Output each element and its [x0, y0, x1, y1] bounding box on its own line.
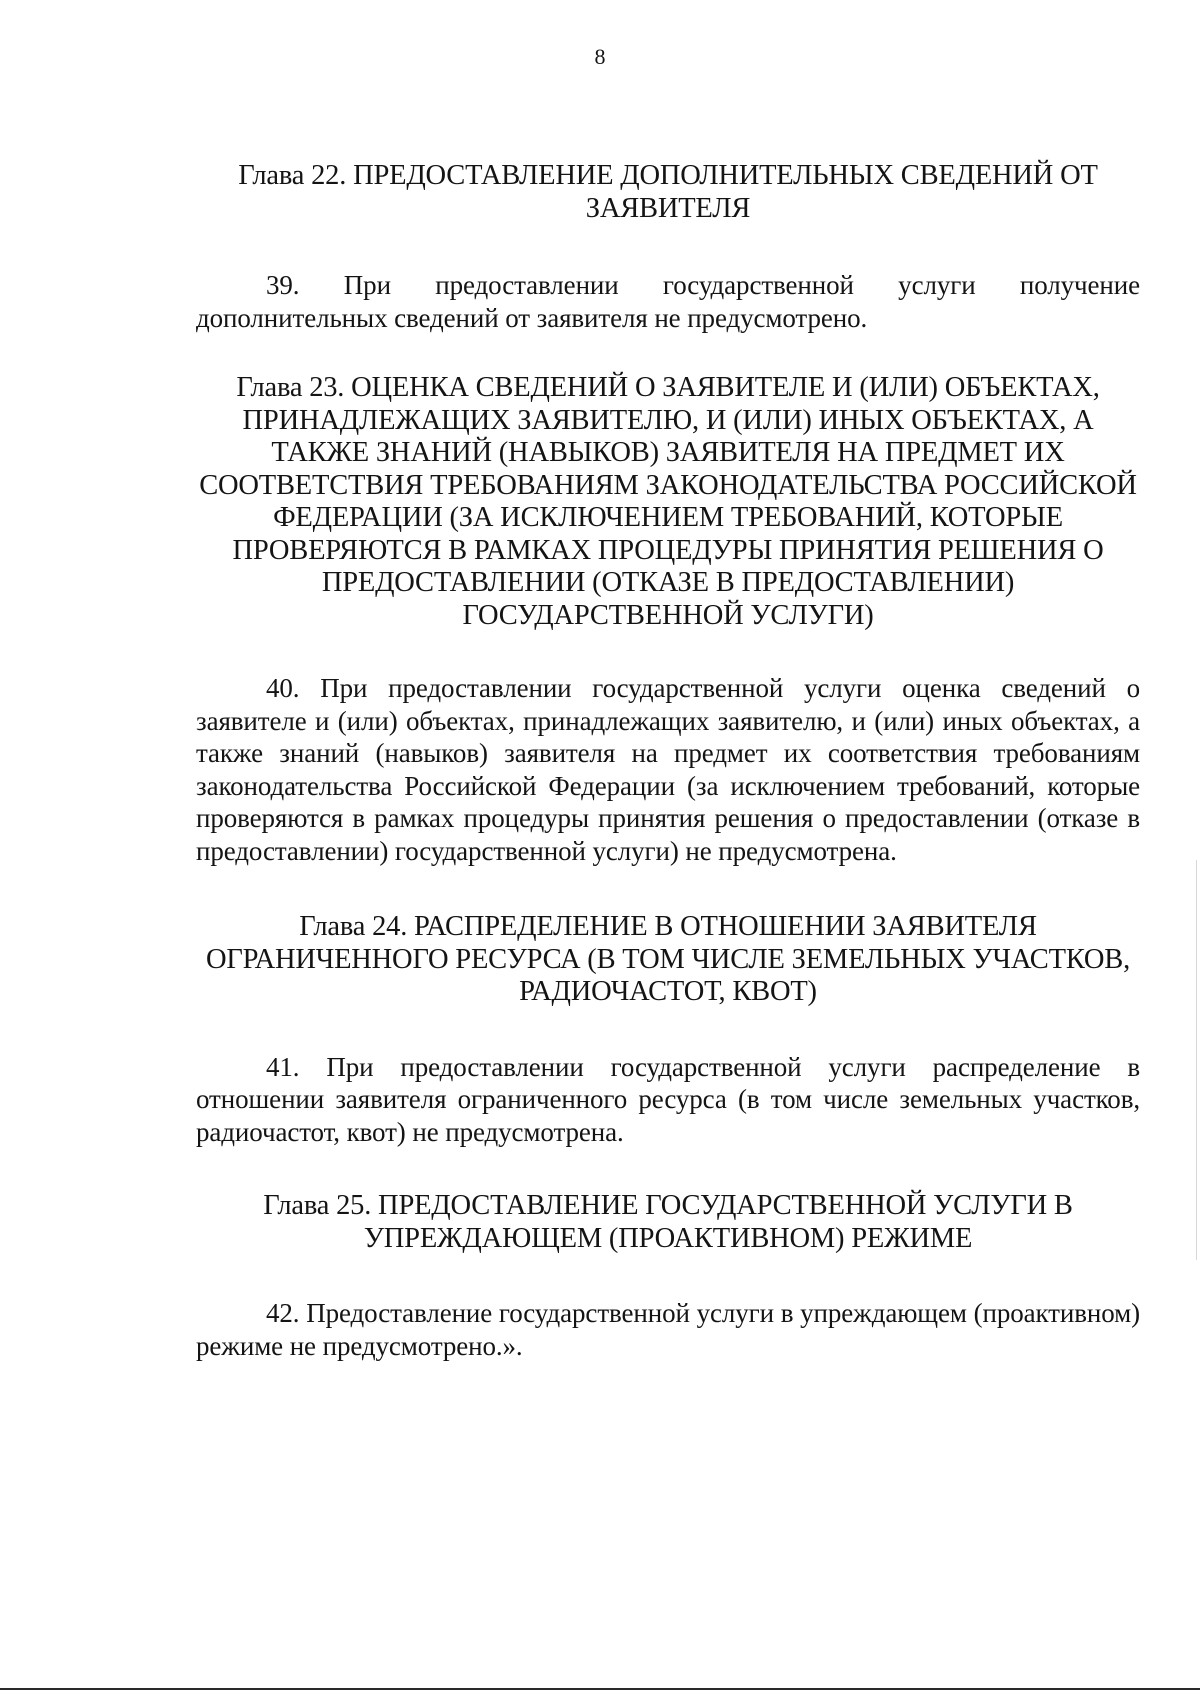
chapter-25-heading: Глава 25. ПРЕДОСТАВЛЕНИЕ ГОСУДАРСТВЕННОЙ УСЛУГИ В УПРЕЖДАЮЩЕМ (ПРОАКТИВНОМ) РЕЖИМЕ — [263, 1190, 1073, 1254]
page-bottom-edge — [0, 1688, 1200, 1690]
chapter-22-heading: Глава 22. ПРЕДОСТАВЛЕНИЕ ДОПОЛНИТЕЛЬНЫХ СВЕДЕНИЙ ОТ ЗАЯВИТЕЛЯ — [238, 160, 1098, 224]
chapter-23-heading: Глава 23. ОЦЕНКА СВЕДЕНИЙ О ЗАЯВИТЕЛЕ И (ИЛИ) ОБЪЕКТАХ, ПРИНАДЛЕЖАЩИХ ЗАЯВИТЕЛЮ, И (ИЛИ) ИНЫХ ОБЪЕКТАХ, А ТАКЖЕ ЗНАНИЙ (НАВЫКОВ) ЗАЯВИТЕЛЯ НА ПРЕДМЕТ ИХ СООТВЕТСТВИЯ ТРЕБОВАНИЯМ ЗАКОНОДАТЕЛЬСТВА РОССИЙСКОЙ ФЕДЕРАЦИИ (ЗА ИСКЛЮЧЕНИЕМ ТРЕБОВАНИЙ, КОТОРЫЕ ПРОВЕРЯЮТСЯ В РАМКАХ ПРОЦЕДУРЫ ПРИНЯТИЯ РЕШЕНИЯ О ПРЕДОСТАВЛЕНИИ (ОТКАЗЕ В ПРЕДОСТАВЛЕНИИ) ГОСУДАРСТВЕННОЙ УСЛУГИ) — [199, 372, 1137, 631]
paragraph-40: 40. При предоставлении государственной услуги оценка сведений о заявителе и (или) объектах, принадлежащих заявителю, и (или) иных объектах, а также знаний (навыков) заявителя на предмет их соответствия требованиям законодательства Российской Федерации (за исключением требований, которые проверяются в рамках процедуры принятия решения о предоставлении (отказе в предоставлении) государственной услуги) не предусмотрена. — [196, 673, 1140, 866]
page-number: 8 — [594, 44, 606, 69]
document-body — [196, 160, 1140, 1362]
paragraph-39: 39. При предоставлении государственной услуги получение дополнительных сведений от заявителя не предусмотрено. — [196, 270, 1140, 333]
chapter-24-heading: Глава 24. РАСПРЕДЕЛЕНИЕ В ОТНОШЕНИИ ЗАЯВИТЕЛЯ ОГРАНИЧЕННОГО РЕСУРСА (В ТОМ ЧИСЛЕ ЗЕМЕЛЬНЫХ УЧАСТКОВ, РАДИОЧАСТОТ, КВОТ) — [205, 911, 1131, 1007]
paragraph-42: 42. Предоставление государственной услуги в упреждающем (проактивном) режиме не предусмотрено.». — [196, 1298, 1140, 1361]
scan-margin-mark — [1196, 860, 1197, 1260]
paragraph-41: 41. При предоставлении государственной услуги распределение в отношении заявителя ограниченного ресурса (в том числе земельных участков, радиочастот, квот) не предусмотрена. — [196, 1051, 1140, 1147]
